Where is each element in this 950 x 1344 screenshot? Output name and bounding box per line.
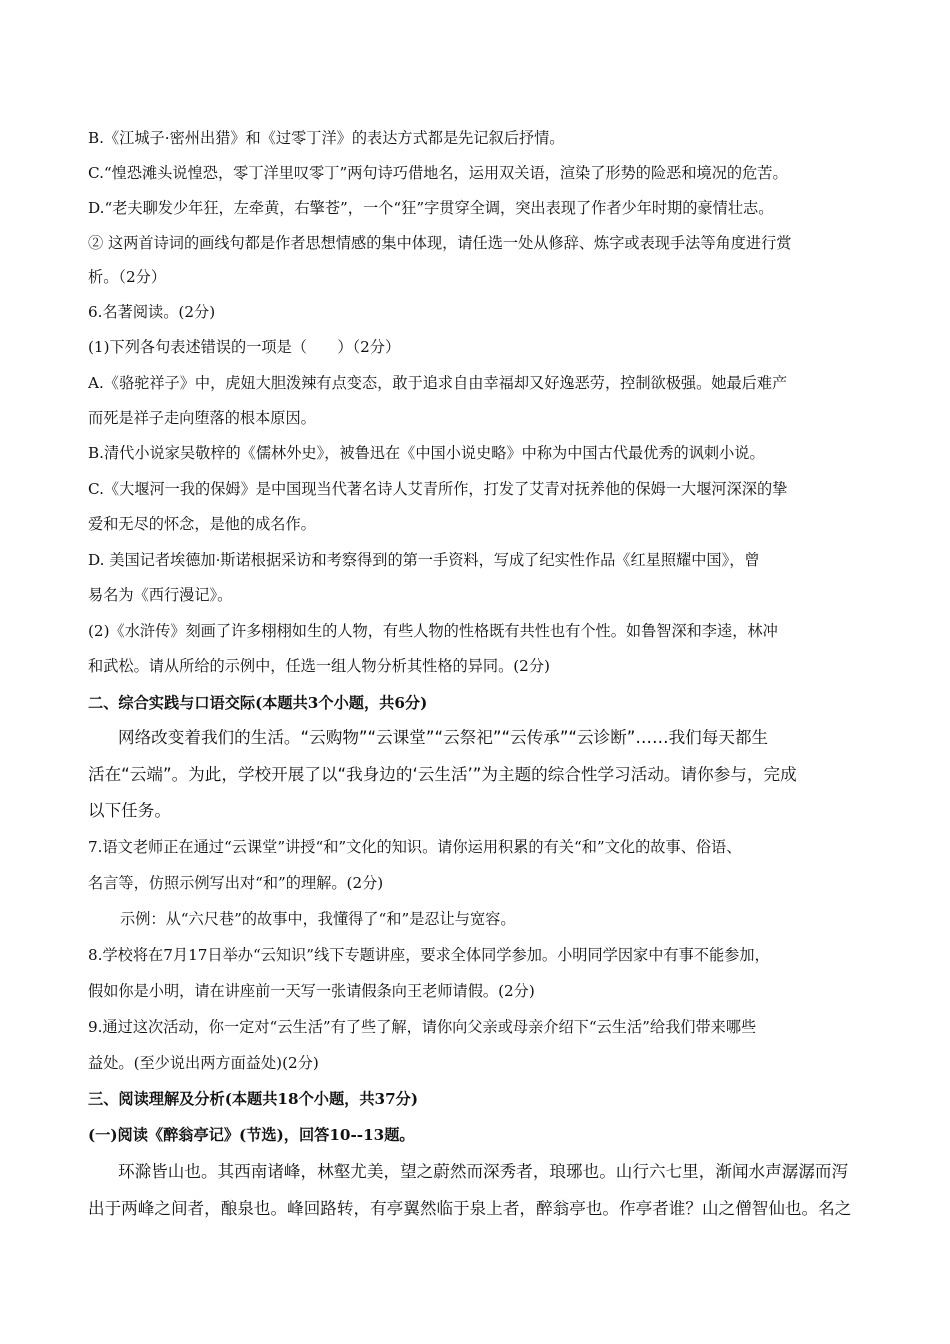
option-d-classic-cont: 易名为《西行漫记》。 [88, 586, 233, 604]
section-2-intro-end: 以下任务。 [88, 801, 171, 820]
question-7-example: 示例：从“六尺巷”的故事中，我懂得了“和”是忍让与宽容。 [120, 910, 516, 928]
option-d-poem: D.“老夫聊发少年狂，左牵黄，右擎苍”，一个“狂”字贯穿全调，突出表现了作者少年时期的豪情壮志。 [88, 199, 774, 217]
option-a-classic: A.《骆驼祥子》中，虎妞大胆泼辣有点变态，敢于追求自由幸福却又好逸恶劳，控制欲极强。她最后难产 [88, 374, 788, 392]
option-a-classic-cont: 而死是祥子走向堕落的根本原因。 [88, 409, 316, 427]
question-9-text-cont: 益处。(至少说出两方面益处)(2分) [88, 1054, 319, 1072]
question-9-text: 9.通过这次活动，你一定对“云生活”有了些了解，请你向父亲或母亲介绍下“云生活”给我们带来哪些 [88, 1018, 757, 1036]
section-2-heading: 二、综合实践与口语交际(本题共3个小题，共6分) [88, 694, 428, 712]
passage-line-1: 环滁皆山也。其西南诸峰，林壑尤美，望之蔚然而深秀者，琅琊也。山行六七里，渐闻水声潺潺而泻 [118, 1162, 849, 1181]
option-c-classic-cont: 爱和无尽的怀念，是他的成名作。 [88, 515, 316, 533]
question-7-text: 7.语文老师正在通过“云课堂”讲授“和”文化的知识。请你运用积累的有关“和”文化的故事、俗语、 [88, 838, 742, 856]
question-7-text-cont: 名言等，仿照示例写出对“和”的理解。(2分) [88, 874, 384, 892]
section-2-intro: 网络改变着我们的生活。“云购物”“云课堂”“云祭祀”“云传承”“云诊断”……我们每天都生 [118, 728, 769, 747]
option-b-poem: B.《江城子·密州出猎》和《过零丁洋》的表达方式都是先记叙后抒情。 [88, 129, 565, 147]
question-5-2-text: ② 这两首诗词的画线句都是作者思想情感的集中体现，请任选一处从修辞、炼字或表现手法等角度进行赏 [88, 234, 792, 252]
option-c-poem: C.“惶恐滩头说惶恐，零丁洋里叹零丁”两句诗巧借地名，运用双关语，渲染了形势的险恶和境况的危苦。 [88, 164, 788, 182]
section-2-intro-cont: 活在“云端”。为此，学校开展了以“我身边的‘云生活’”为主题的综合性学习活动。请你参与，完成 [88, 765, 797, 784]
question-6-1-text: (1)下列各句表述错误的一项是（ ）（2分） [88, 338, 401, 356]
option-c-classic: C.《大堰河一我的保姆》是中国现当代著名诗人艾青所作，打发了艾青对抚养他的保姆一大堰河深深的挚 [88, 480, 788, 498]
option-b-classic: B.清代小说家吴敬梓的《儒林外史》，被鲁迅在《中国小说史略》中称为中国古代最优秀的讽刺小说。 [88, 444, 765, 462]
question-6-title: 6.名著阅读。(2分) [88, 303, 216, 321]
question-8-text: 8.学校将在7月17日举办“云知识”线下专题讲座，要求全体同学参加。小明同学因家中有事不能参加， [88, 946, 770, 964]
question-6-2-text-cont: 和武松。请从所给的示例中，任选一组人物分析其性格的异同。(2分) [88, 657, 550, 675]
section-3-heading: 三、阅读理解及分析(本题共18个小题，共37分) [88, 1090, 419, 1108]
option-d-classic: D. 美国记者埃德加·斯诺根据采访和考察得到的第一手资料，写成了纪实性作品《红星照耀中国》，曾 [88, 551, 760, 569]
reading-1-heading: (一)阅读《醉翁亭记》(节选)，回答10--13题。 [88, 1126, 415, 1144]
question-5-2-text-cont: 析。（2分） [88, 268, 167, 286]
question-8-text-cont: 假如你是小明，请在讲座前一天写一张请假条向王老师请假。(2分) [88, 982, 535, 1000]
passage-line-2: 出于两峰之间者，酿泉也。峰回路转，有亭翼然临于泉上者，醉翁亭也。作亭者谁？山之僧智仙也。名之 [88, 1199, 852, 1218]
question-6-2-text: (2)《水浒传》刻画了许多栩栩如生的人物，有些人物的性格既有共性也有个性。如鲁智深和李逵，林冲 [88, 622, 778, 640]
